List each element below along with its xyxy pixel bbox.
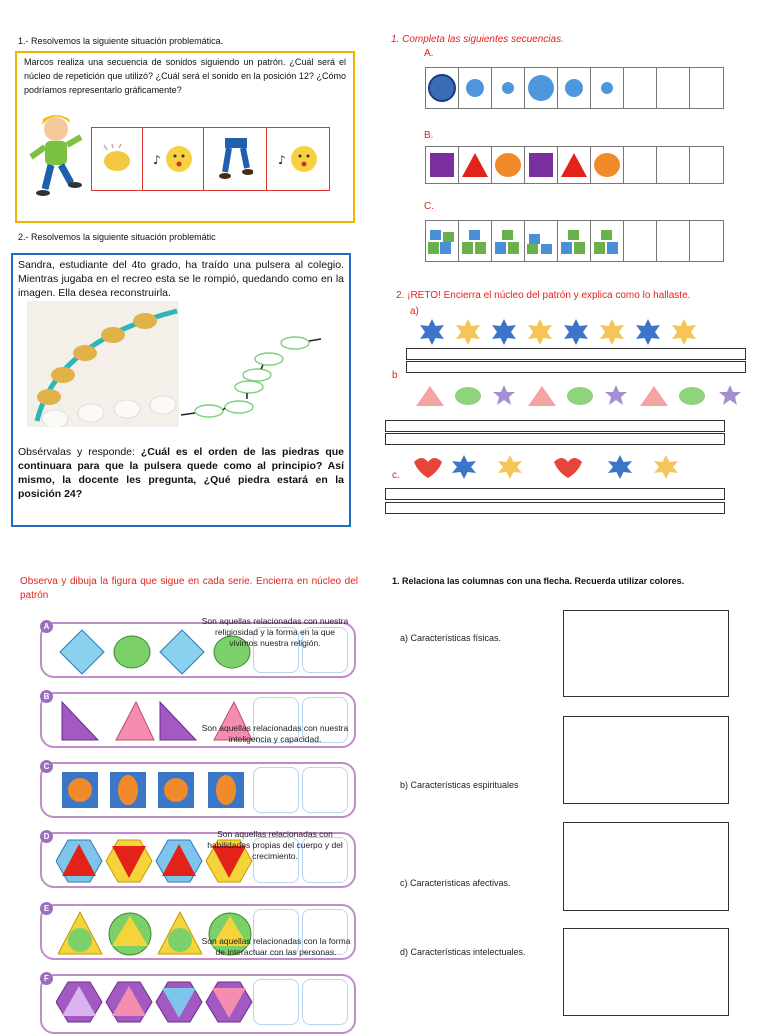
reto-label-b: b — [392, 370, 398, 381]
series-badge-c: C — [40, 760, 53, 773]
seq-b-empty-cell[interactable] — [624, 147, 657, 183]
description-intellectual: Son aquellas relacionadas con nuestra inteligencia y capacidad. — [201, 723, 349, 744]
svg-text:♪: ♪ — [278, 153, 286, 167]
description-religious: Son aquellas relacionadas con nuestra religiosidad y la forma en la que vivimos nuestra religión. — [201, 616, 349, 648]
seq-a-cell — [459, 68, 492, 108]
seq-a-empty-cell[interactable] — [690, 68, 723, 108]
q2-question-lead: Obsérvalas y responde: — [18, 446, 141, 458]
seq-a-cell — [525, 68, 558, 108]
series-badge-d: D — [40, 830, 53, 843]
seq-c-empty-cell[interactable] — [690, 221, 723, 261]
seq-b-cell — [459, 147, 492, 183]
sequence-a-grid — [425, 67, 724, 109]
stomping-legs-icon — [217, 136, 253, 182]
series-badge-a: A — [40, 620, 53, 633]
q2-question-bold: ¿Cuál es el orden de las piedras que continuara para que la pulsera quede como al principio? Así mismo, la docente les pregunta, ¿Qué piedra estará en la posición 24? — [18, 446, 345, 500]
seq-b-empty-cell[interactable] — [690, 147, 723, 183]
relate-box-a[interactable] — [563, 610, 729, 697]
reto-b-shapes — [414, 384, 750, 410]
series-badge-e: E — [40, 902, 53, 915]
stomp-cell — [204, 128, 267, 190]
seq-c-cell — [492, 221, 525, 261]
q2-text: Sandra, estudiante del 4to grado, ha traído una pulsera al colegio. Mientras jugaba en el recreo esta se le rompió, quedando como en la imagen. Ella desea reconstruirla. — [18, 259, 344, 299]
relate-box-d[interactable] — [563, 928, 729, 1016]
bracelet-photo — [27, 301, 179, 427]
q1-text: Marcos realiza una secuencia de sonidos siguiendo un patrón. ¿Cuál será el núcleo de repetición que utilizó? ¿Cuál será el sonido en la posición 12? ¿Cómo podríamos representarlo gráficamente? — [24, 57, 346, 95]
sing-cell-2 — [267, 128, 329, 190]
seq-c-empty-cell[interactable] — [657, 221, 690, 261]
reto-heading: 2. ¡RETO! Encierra el núcleo del patrón y explica como lo hallaste. — [396, 290, 691, 301]
seq-b-empty-cell[interactable] — [657, 147, 690, 183]
reto-a-stars — [416, 318, 706, 346]
seq-label-a: A. — [424, 48, 434, 59]
svg-text:♪: ♪ — [153, 153, 161, 167]
reto-c-answer-line[interactable] — [385, 488, 725, 500]
seq-c-cell — [426, 221, 459, 261]
series-c-shapes — [60, 770, 260, 812]
reto-label-c: c. — [392, 470, 400, 481]
q1-heading: 1.- Resolvemos la siguiente situación problemática. — [18, 36, 224, 46]
reto-a-answer-line[interactable] — [406, 361, 746, 373]
series-f-shapes — [56, 980, 256, 1024]
seq-c-cell — [459, 221, 492, 261]
relate-item-d: d) Características intelectuales. — [400, 947, 526, 957]
seq-b-cell — [591, 147, 624, 183]
seq-c-empty-cell[interactable] — [624, 221, 657, 261]
seq-a-cell — [591, 68, 624, 108]
reto-c-answer-line[interactable] — [385, 502, 725, 514]
q1-box — [15, 51, 355, 223]
reto-b-answer-line[interactable] — [385, 420, 725, 432]
series-badge-f: F — [40, 972, 53, 985]
seq-label-c: C. — [424, 201, 434, 212]
q2-box — [11, 253, 351, 527]
seq-a-cell — [492, 68, 525, 108]
reto-b-answer-line[interactable] — [385, 433, 725, 445]
q2-heading: 2.- Resolvemos la siguiente situación problemátic — [18, 232, 216, 242]
seq-b-cell — [426, 147, 459, 183]
relate-box-c[interactable] — [563, 822, 729, 911]
relate-item-b: b) Características espirituales — [400, 780, 519, 790]
clap-cell — [92, 128, 143, 190]
series-c-answer-box[interactable] — [253, 767, 299, 813]
seq-b-cell — [558, 147, 591, 183]
series-f-answer-box[interactable] — [302, 979, 348, 1025]
reto-a-answer-line[interactable] — [406, 348, 746, 360]
seq-c-cell — [591, 221, 624, 261]
seq-a-empty-cell[interactable] — [624, 68, 657, 108]
sing-cell — [143, 128, 204, 190]
seq-a-cell — [558, 68, 591, 108]
singing-emoji-icon — [276, 142, 320, 176]
seq-b-cell — [492, 147, 525, 183]
relate-heading: 1. Relaciona las columnas con una flecha. Recuerda utilizar colores. — [392, 576, 685, 586]
relate-item-c: c) Características afectivas. — [400, 878, 511, 888]
seq-a-cell — [426, 68, 459, 108]
relate-item-a: a) Características físicas. — [400, 633, 502, 643]
sequence-b-grid — [425, 146, 724, 184]
clapping-hands-icon — [99, 144, 135, 174]
series-c-answer-box[interactable] — [302, 767, 348, 813]
reto-c-shapes — [410, 454, 690, 480]
seq-b-cell — [525, 147, 558, 183]
singing-emoji-icon — [151, 142, 195, 176]
seq-label-b: B. — [424, 130, 434, 141]
bracelet-sketch — [177, 331, 337, 427]
series-heading: Observa y dibuja la figura que sigue en cada serie. Encierra en núcleo del patrón — [20, 576, 358, 601]
seq-a-empty-cell[interactable] — [657, 68, 690, 108]
seq-heading: 1. Completa las siguientes secuencias. — [391, 34, 564, 45]
description-physical: Son aquellas relacionadas con habilidades propias del cuerpo y del crecimiento. — [207, 829, 343, 861]
q2-question — [18, 445, 344, 501]
sound-sequence — [91, 127, 330, 191]
reto-label-a: a) — [410, 306, 419, 317]
description-social: Son aquellas relacionadas con la forma de interactuar con las personas. — [201, 936, 351, 957]
relate-box-b[interactable] — [563, 716, 729, 804]
seq-c-cell — [525, 221, 558, 261]
series-badge-b: B — [40, 690, 53, 703]
series-f-answer-box[interactable] — [253, 979, 299, 1025]
seq-c-cell — [558, 221, 591, 261]
sequence-c-grid — [425, 220, 724, 262]
kid-dancing-illustration — [23, 111, 89, 201]
